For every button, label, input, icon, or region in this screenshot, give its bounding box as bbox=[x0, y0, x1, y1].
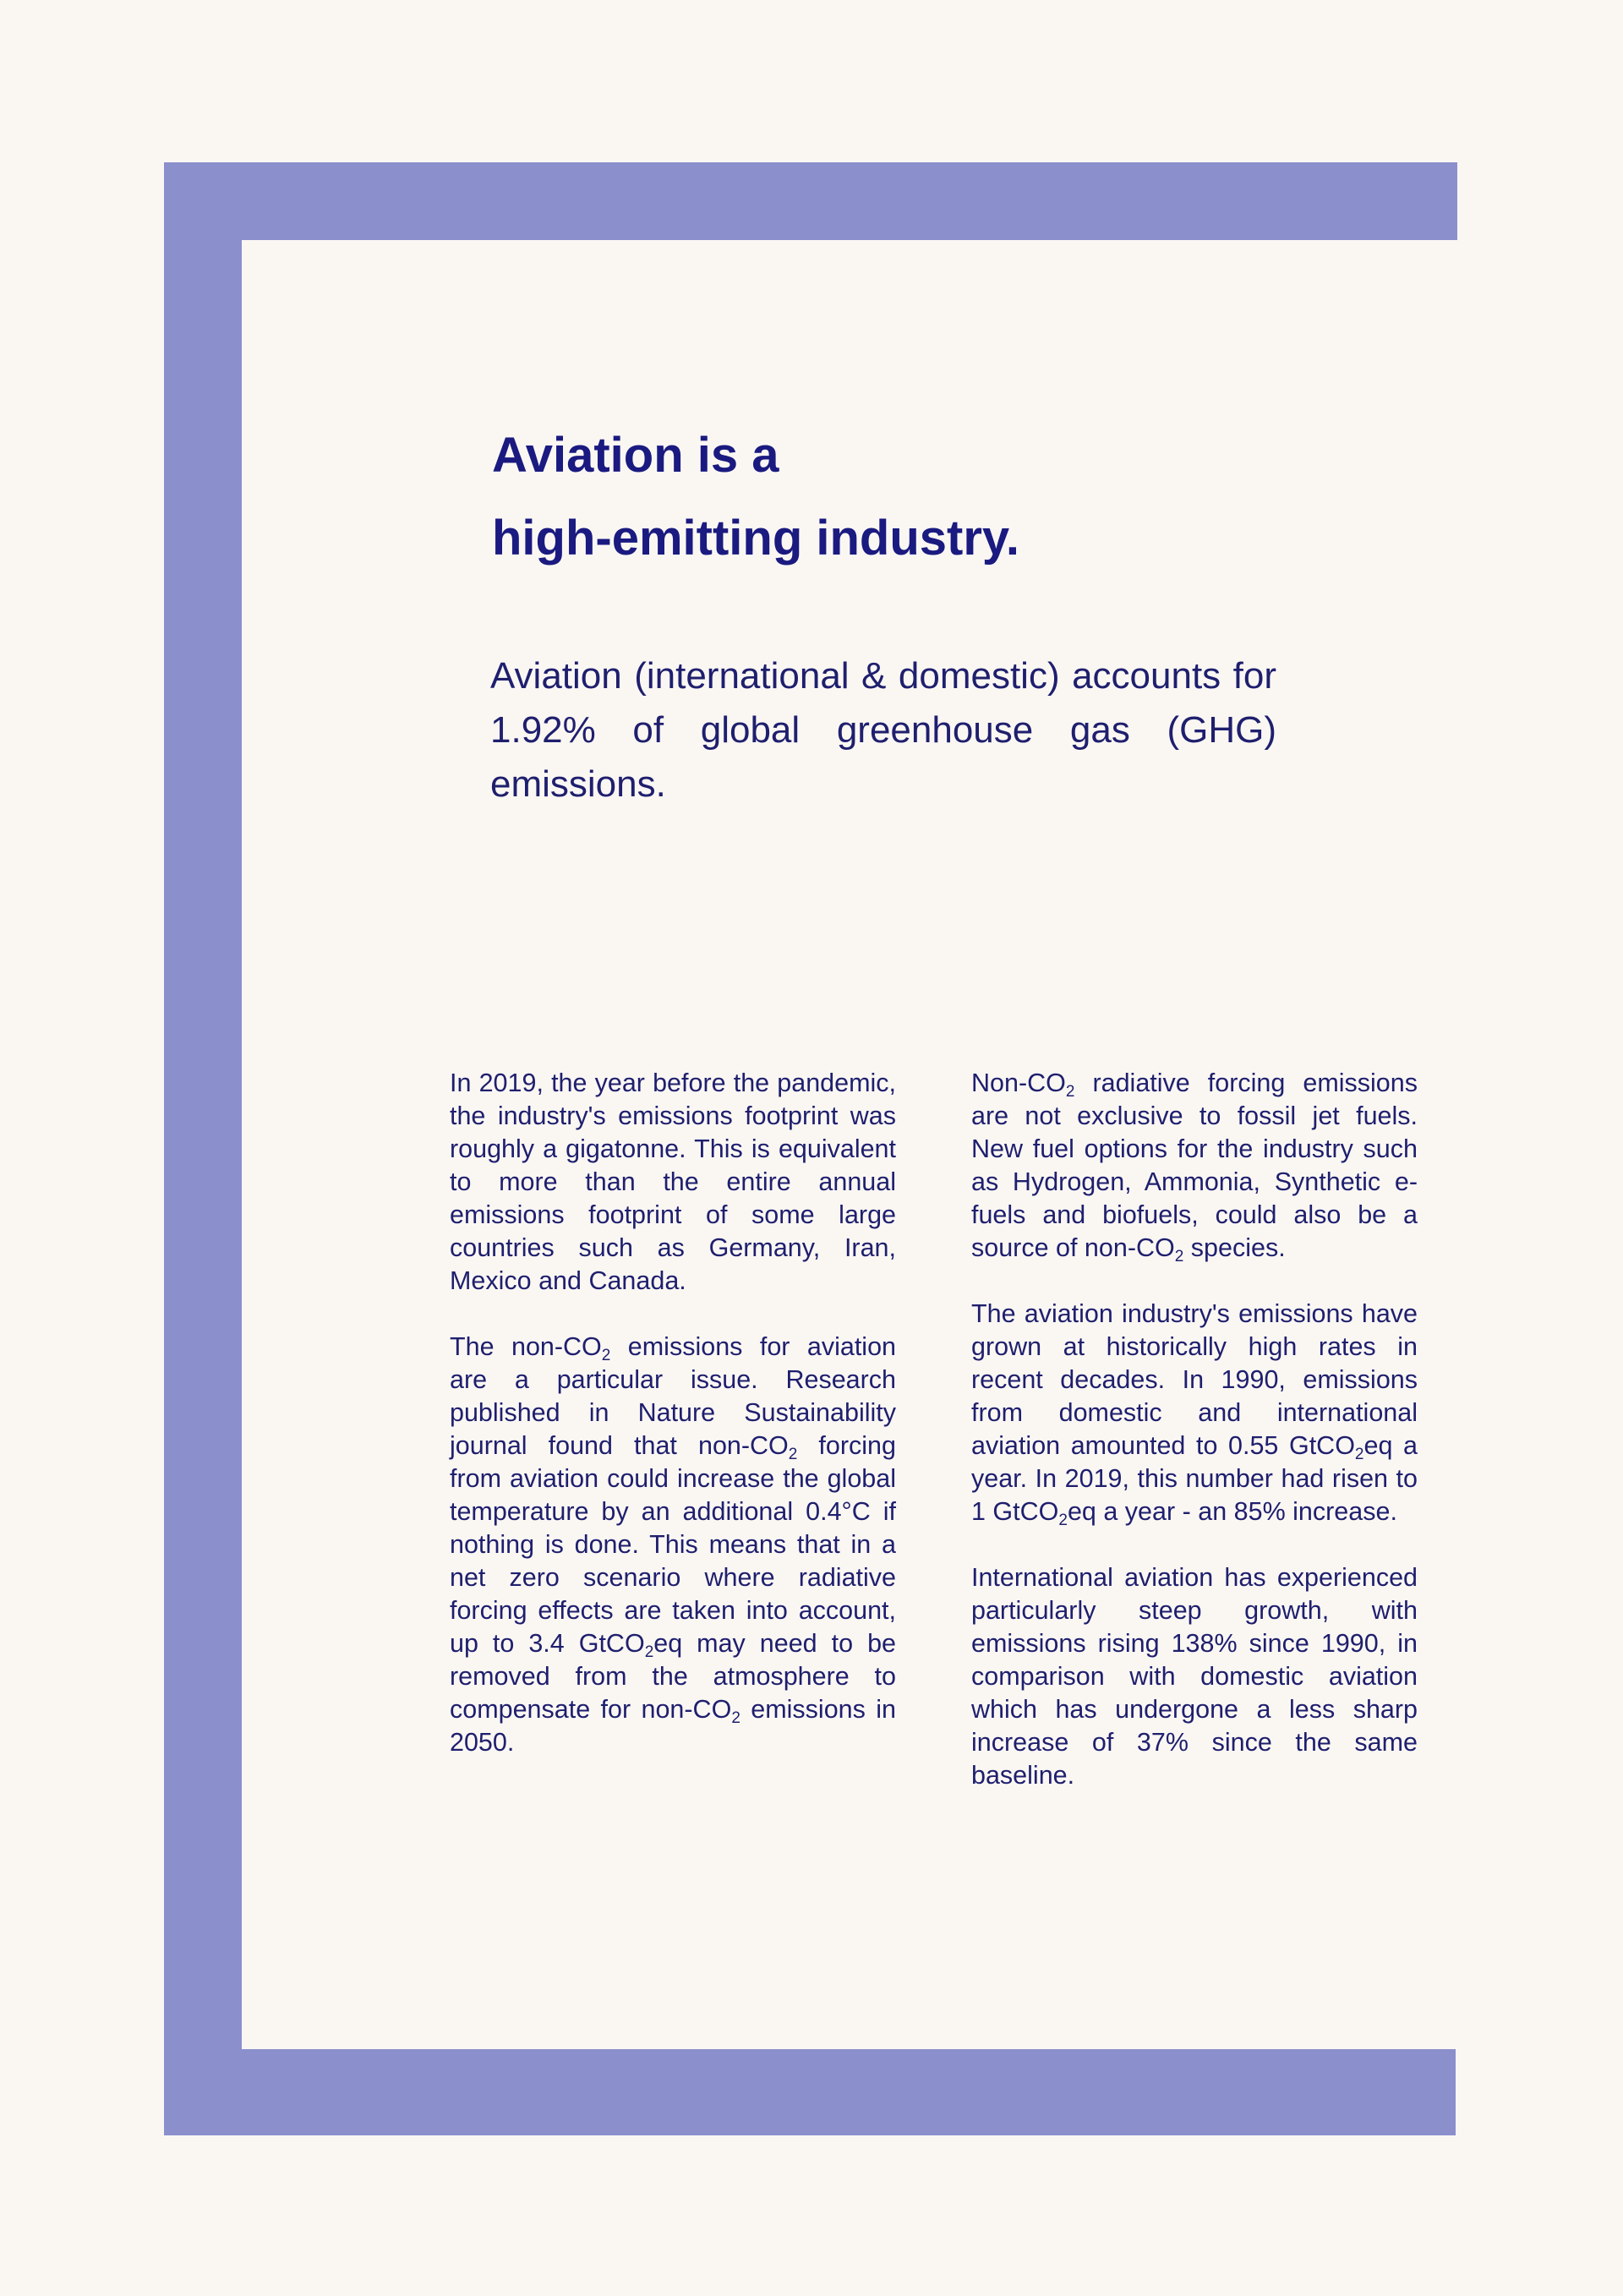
page-title bbox=[492, 414, 1337, 580]
right-column bbox=[971, 1067, 1418, 1825]
right-paragraph-3: International aviation has experienced particularly steep growth, with emissions rising 138% since 1990, in comparison with domestic aviation which has undergone a less sharp increase of 37% since the same baseline. bbox=[971, 1563, 1418, 1790]
title-line-2: high-emitting industry. bbox=[492, 511, 1019, 566]
left-column bbox=[450, 1067, 896, 1792]
title-line-1: Aviation is a bbox=[492, 428, 779, 483]
lede-paragraph: Aviation (international & domestic) accounts for 1.92% of global greenhouse gas (GHG) emissions. bbox=[490, 655, 1276, 805]
left-paragraph-1: In 2019, the year before the pandemic, the industry's emissions footprint was roughly a gigatonne. This is equivalent to more than the entire annual emissions footprint of some large countries such as Germany, Iran, Mexico and Canada. bbox=[450, 1069, 896, 1295]
frame-top-bar bbox=[164, 162, 1457, 240]
right-paragraph-1: Non-$CO_2$ radiative forcing emissions are not exclusive to fossil jet fuels. New fuel options for the industry such as Hydrogen, Ammonia, Synthetic e-fuels and biofuels, could also be a source of non-$CO_2$ species. bbox=[971, 1069, 1418, 1266]
frame-bottom-bar bbox=[164, 2049, 1456, 2135]
right-paragraph-2: The aviation industry's emissions have grown at historically high rates in recent decades. In 1990, emissions from domestic and international aviation amounted to 0.55 GtCO$_2$eq a year. In 2019, this number had risen to 1 GtCO$_2$eq a year - an 85% increase. bbox=[971, 1299, 1418, 1529]
left-paragraph-2: The non-$CO_2$ emissions for aviation are a particular issue. Research published in Nature Sustainability journal found that non-$CO_2$ forcing from aviation could increase the global temperature by an additional 0.4°C if nothing is done. This means that in a net zero scenario where radiative forcing effects are taken into account, up to 3.4 GtCO$_2$eq may need to be removed from the atmosphere to compensate for non-$CO_2$ emissions in 2050. bbox=[450, 1332, 896, 1757]
frame-left-bar bbox=[164, 162, 242, 2135]
